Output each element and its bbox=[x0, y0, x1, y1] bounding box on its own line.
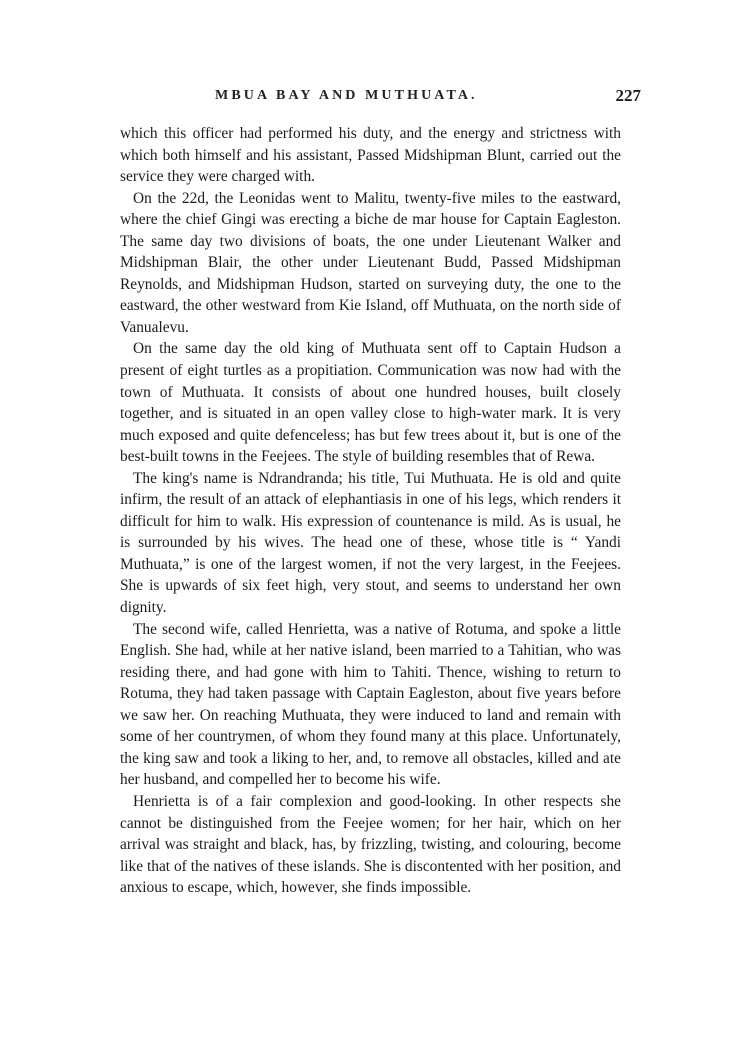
paragraph: The second wife, called Henrietta, was a native of Rotuma, and spoke a little English. She had, while at her native island, been married to a Tahitian, who was residing there, and had gone with him to Tahiti. Thence, wishing to return to Rotuma, they had taken passage with Captain Eagleston, about five years before we saw her. On reaching Muthuata, they were induced to land and remain with some of her countrymen, of whom they found many at this place. Unfortunately, the king saw and took a liking to her, and, to remove all obstacles, killed and ate her husband, and compelled her to become his wife. bbox=[120, 620, 621, 789]
body-text bbox=[120, 123, 621, 899]
paragraph: On the same day the old king of Muthuata sent off to Captain Hudson a present of eight turtles as a propitiation. Communication was now had with the town of Muthuata. It consists of about one hundred houses, built closely together, and is situated in an open valley close to high-water mark. It is very much exposed and quite defenceless; has but few trees about it, but is one of the best-built towns in the Feejees. The style of building resembles that of Rewa. bbox=[120, 340, 621, 466]
paragraph: Henrietta is of a fair complexion and good-looking. In other respects she cannot be distinguished from the Feejee women; for her hair, which on her arrival was straight and black, has, by frizzling, twisting, and colouring, become like that of the natives of these islands. She is discontented with her position, and anxious to escape, which, however, she finds impossible. bbox=[120, 792, 621, 897]
paragraph: The king's name is Ndrandranda; his title, Tui Muthuata. He is old and quite infirm, the result of an attack of elephantiasis in one of his legs, which renders it difficult for him to walk. His expression of countenance is mild. As is usual, he is surrounded by his wives. The head one of these, whose title is “ Yandi Muthuata,” is one of the largest women, if not the very largest, in the Feejees. She is upwards of six feet high, very stout, and seems to understand her own dignity. bbox=[120, 469, 621, 617]
running-head bbox=[120, 86, 641, 110]
running-title: MBUA BAY AND MUTHUATA. bbox=[215, 88, 478, 103]
paragraph: On the 22d, the Leonidas went to Malitu, twenty-five miles to the eastward, where the chief Gingi was erecting a biche de mar house for Captain Eagleston. The same day two divisions of boats, the one under Lieutenant Walker and Midshipman Blair, the other under Lieutenant Budd, Passed Midshipman Reynolds, and Midshipman Hudson, started on surveying duty, the one to the eastward, the other westward from Kie Island, off Muthuata, on the north side of Vanualevu. bbox=[120, 189, 621, 336]
page-number: 227 bbox=[615, 86, 641, 105]
paragraph-continuation: which this officer had performed his duty, and the energy and strictness with which both himself and his assistant, Passed Midshipman Blunt, carried out the service they were charged with. bbox=[120, 125, 621, 186]
